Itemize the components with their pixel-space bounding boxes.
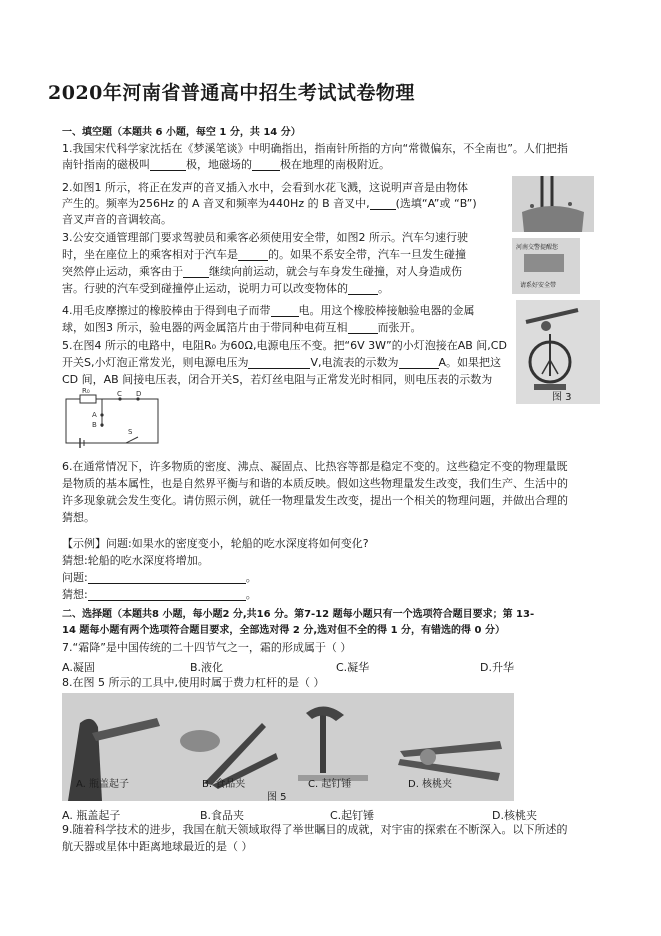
q4-line1: 4.用毛皮摩擦过的橡胶棒由于得到电子而带 电。用这个橡胶棒接触验电器的金属	[62, 304, 475, 317]
guess-answer-line: 猜想: 。	[62, 588, 257, 601]
fig4-label-s: S	[128, 428, 133, 436]
q5-line1: 5.在图4 所示的电路中，电阻R₀ 为60Ω,电源电压不变。把“6V 3W”的小灯泡接在AB 间,CD	[62, 339, 507, 352]
example-line1: 【示例】问题:如果水的密度变小，轮船的吃水深度将如何变化?	[62, 537, 369, 550]
fig5-label: 图 5	[267, 792, 287, 801]
q2-line3: 音叉声音的音调较高。	[62, 213, 172, 226]
q1-line2: 南针指南的磁极叫 极，地磁场的 极在地理的南极附近。	[62, 158, 390, 171]
q5-line3: CD 间，AB 间接电压表，闭合开关S，若灯丝电阻与正常发光时相同，则电压表的示数为	[62, 373, 493, 386]
figure3-photo	[516, 300, 600, 404]
page-title: 2020年河南省普通高中招生考试试卷物理	[48, 82, 415, 104]
q5-line2: 开关S,小灯泡正常发光，则电源电压为 V,电流表的示数为 A。如果把这	[62, 356, 502, 369]
fig4-label-c: C	[117, 390, 122, 398]
q9-line1: 9.随着科学技术的进步，我国在航天领域取得了举世瞩目的成就，对宇宙的探索在不断深入。以下所述的	[62, 823, 568, 836]
figure5-photo	[62, 693, 514, 801]
q7-option-d: D.升华	[480, 661, 514, 674]
q6-line3: 许多现象就会发生变化。请仿照示例，就任一物理量发生改变，提出一个相关的物理问题，并做出合理的	[62, 494, 568, 507]
q3-line1: 3.公安交通管理部门要求驾驶员和乘客必须使用安全带，如图2 所示。汽车匀速行驶	[62, 231, 468, 244]
fig2-sign-line2: 请系好安全带	[520, 282, 557, 289]
q2-line1: 2.如图1 所示，将正在发声的音叉插入水中，会看到水花飞溅，这说明声音是由物体	[62, 181, 468, 194]
example-line2: 猜想:轮船的吃水深度将增加。	[62, 554, 209, 567]
fig3-label: 图 3	[552, 392, 572, 403]
seatbelt-icon	[524, 254, 564, 272]
fig4-label-d: D	[136, 390, 142, 398]
q8-text: 8.在图 5 所示的工具中,使用时属于费力杠杆的是（ ）	[62, 676, 325, 689]
q8-option-a: A. 瓶盖起子	[62, 809, 121, 822]
figure2-photo	[512, 238, 580, 294]
figure4-circuit	[62, 387, 162, 449]
figure1-photo	[512, 176, 594, 232]
section1-header: 一、填空题（本题共 6 小题，每空 1 分，共 14 分）	[62, 127, 301, 138]
q7-text: 7.“霜降”是中国传统的二十四节气之一，霜的形成属于（ ）	[62, 641, 352, 654]
q8-option-d: D.核桃夹	[492, 809, 537, 822]
q8-option-c: C.起钉锤	[330, 809, 375, 822]
q7-option-a: A.凝固	[62, 661, 95, 674]
fig5-caption-a: A. 瓶盖起子	[76, 779, 130, 790]
fig4-label-a: A	[92, 411, 97, 419]
q6-line2: 是物质的基本属性，也是自然界平衡与和谐的本质反映。假如这些物理量发生改变，我们生产、生活中的	[62, 477, 568, 490]
q3-line2: 时，坐在座位上的乘客相对于汽车是 的。如果不系安全带，汽车一旦发生碰撞	[62, 248, 466, 261]
section2-header-line2: 14 题每小题有两个选项符合题目要求，全部选对得 2 分,选对但不全的得 1 分，有错选的得 0 分）	[62, 625, 505, 636]
resistor-r0	[80, 395, 96, 403]
q4-line2: 球，如图3 所示，验电器的两金属箔片由于带同种电荷互相 而张开。	[62, 321, 422, 334]
q8-option-b: B.食品夹	[200, 809, 245, 822]
q6-line4: 猜想。	[62, 511, 95, 524]
fig4-label-b: B	[92, 421, 97, 429]
claw-hammer-icon	[320, 711, 326, 773]
q3-line3: 突然停止运动，乘客由于 继续向前运动，就会与车身发生碰撞，对人身造成伤	[62, 265, 462, 278]
section2-header-line1: 二、选择题（本题共8 小题，每小题2 分,共16 分。第7-12 题每小题只有一个选项符合题目要求；第 13-	[62, 609, 535, 620]
switch-s	[126, 437, 138, 443]
fig5-caption-c: C. 起钉锤	[308, 779, 352, 790]
q3-line4: 害。行驶的汽车受到碰撞停止运动，说明力可以改变物体的 。	[62, 282, 389, 295]
fig4-label-r0: R₀	[82, 387, 90, 395]
q9-line2: 航天器或星体中距离地球最近的是（ ）	[62, 840, 253, 853]
q1-line1: 1.我国宋代科学家沈括在《梦溪笔谈》中明确指出，指南针所指的方向“常微偏东，不全南也”。人们把指	[62, 142, 568, 155]
q7-option-c: C.凝华	[336, 661, 370, 674]
fig5-caption-d: D. 核桃夹	[408, 779, 453, 790]
q2-line2: 产生的。频率为256Hz 的 A 音叉和频率为440Hz 的 B 音叉中, (选填“A”或 “B”)	[62, 197, 477, 210]
fig5-caption-b: B. 食品夹	[202, 779, 246, 790]
question-answer-line: 问题: 。	[62, 571, 257, 584]
q7-option-b: B.液化	[190, 661, 224, 674]
q6-line1: 6.在通常情况下，许多物质的密度、沸点、凝固点、比热容等都是稳定不变的。这些稳定不变的物理量既	[62, 460, 568, 473]
water-splash-icon	[522, 206, 584, 232]
fig2-sign-line1: 河南交警提醒您	[516, 244, 559, 251]
